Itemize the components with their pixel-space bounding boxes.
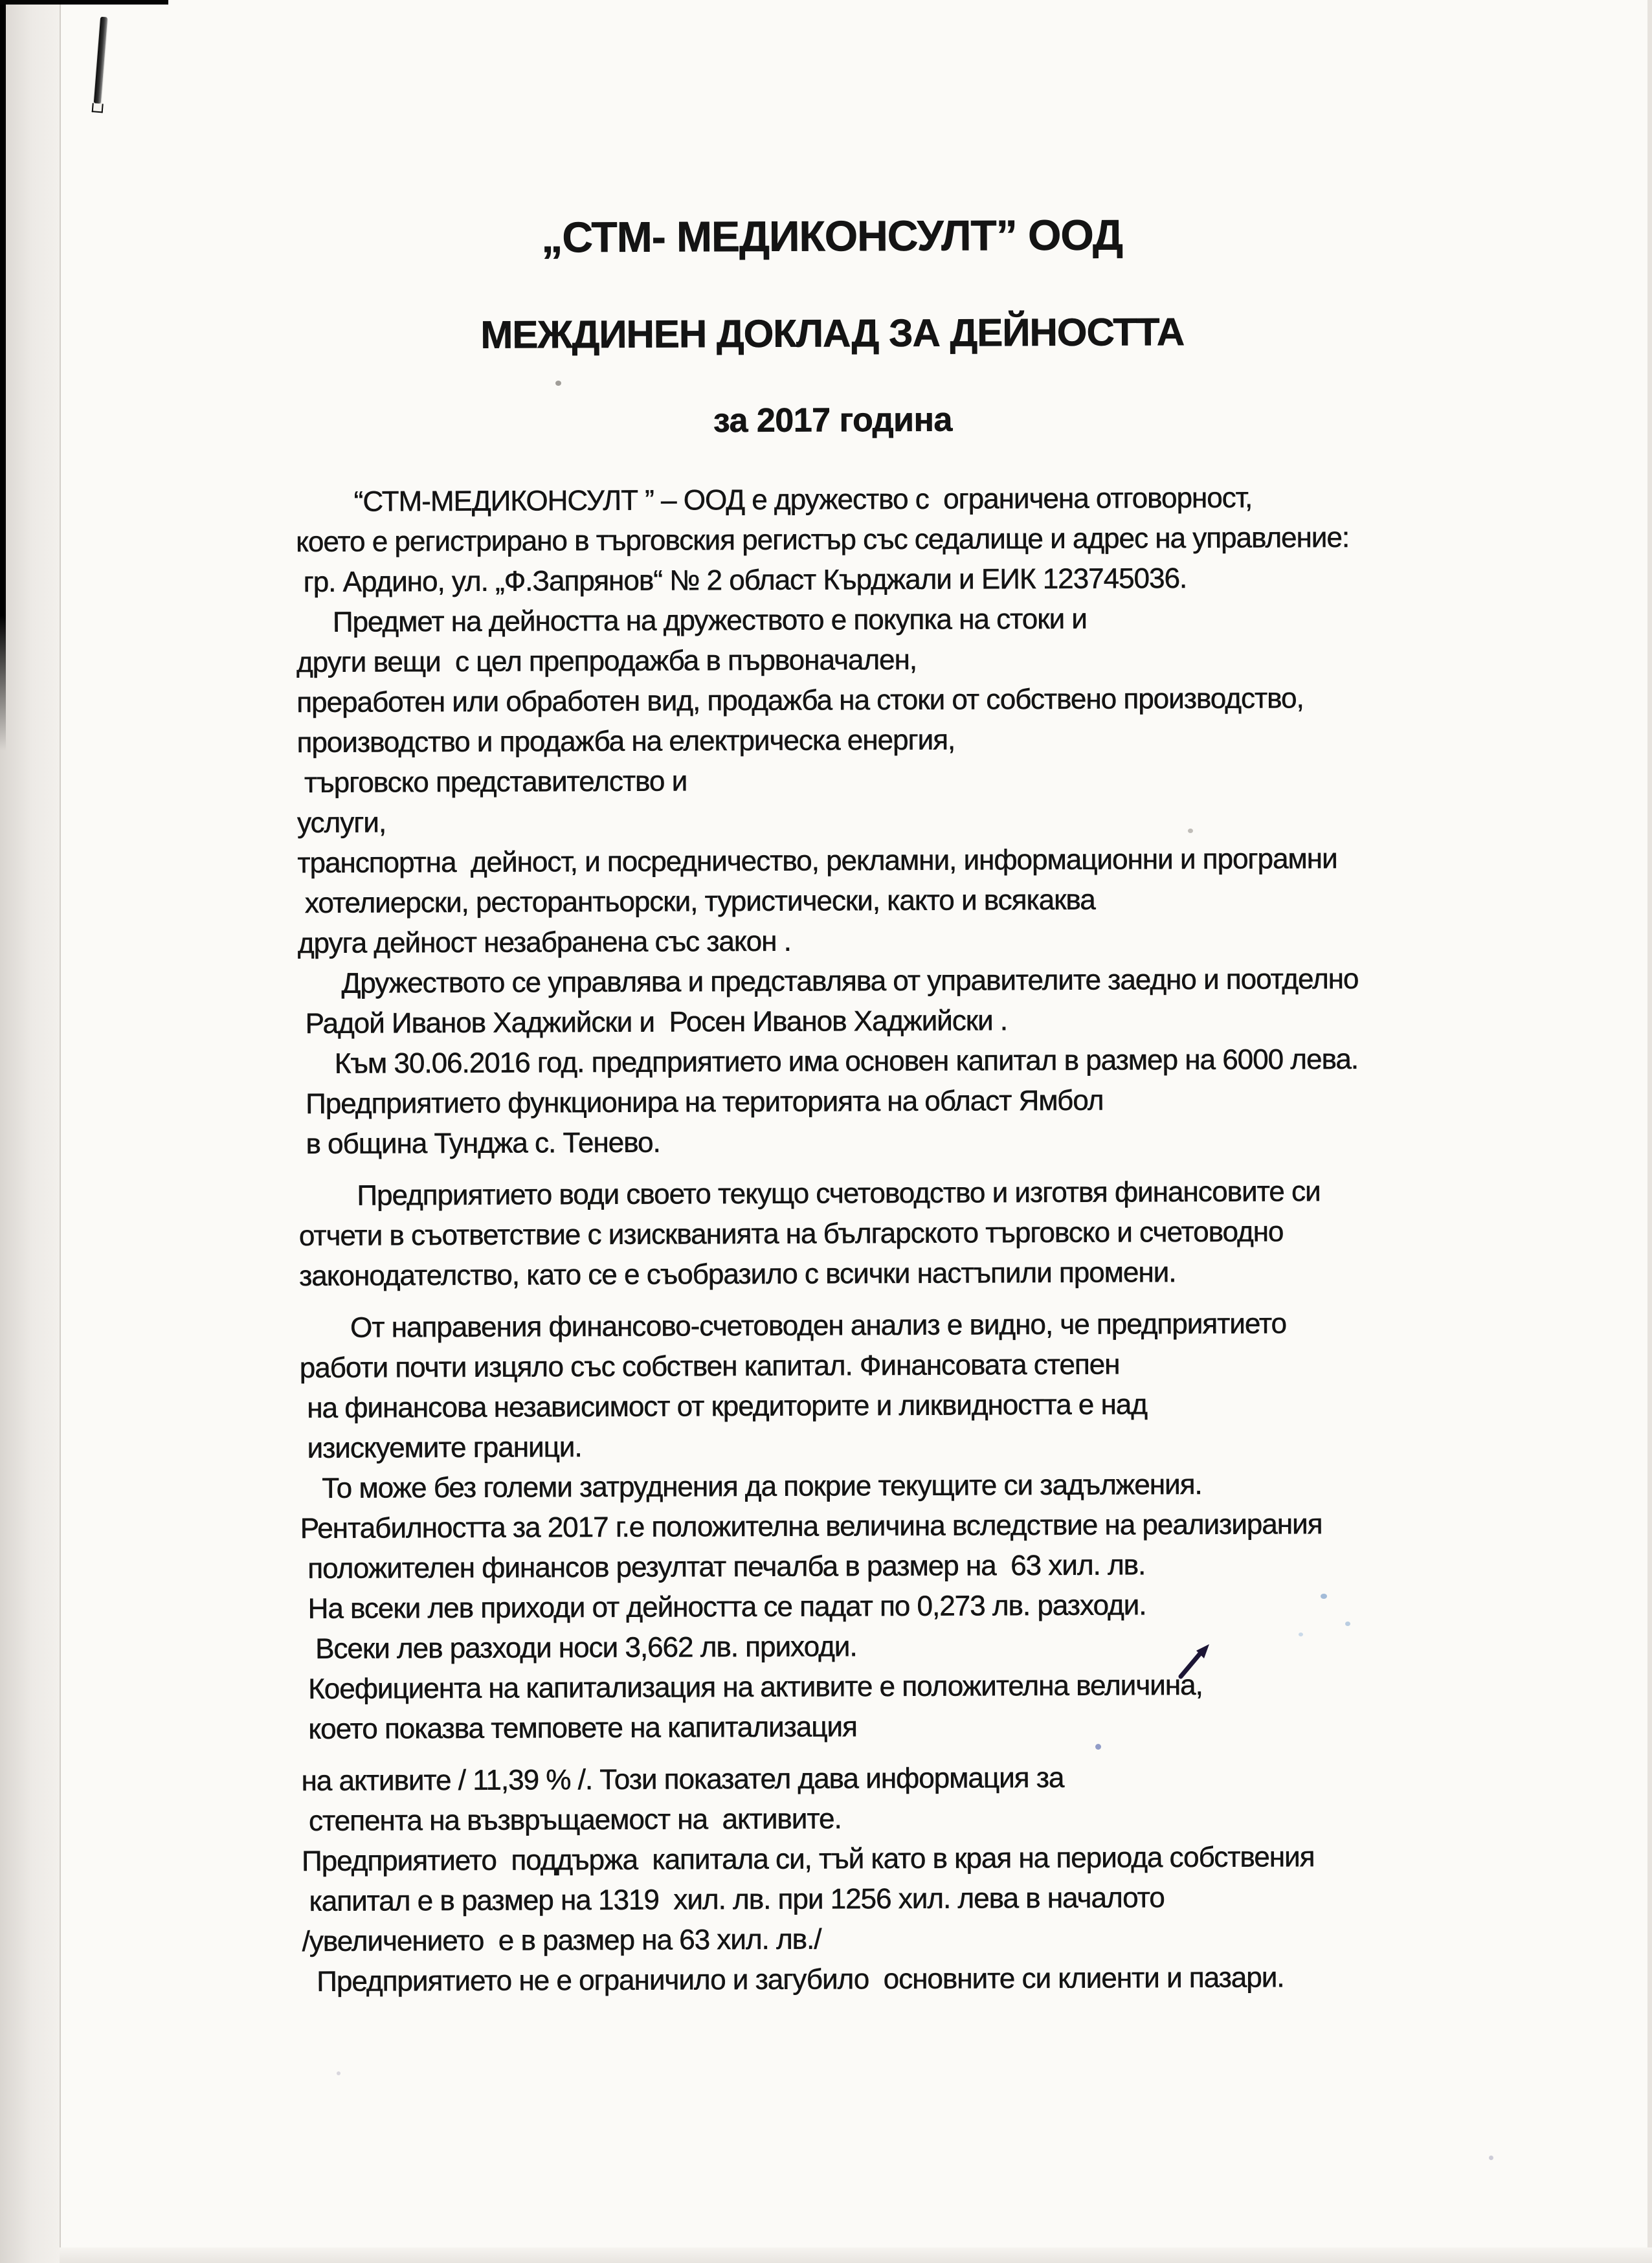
body-line: услуги, (297, 807, 386, 839)
body-line: законодателство, като се е съобразило с всички настъпили промени. (299, 1256, 1176, 1292)
body-line: други вещи с цел препродажба в първоначален, (296, 643, 917, 678)
body-line: Дружеството се управлява и представлява от управителите заедно и поотделно (298, 963, 1359, 999)
staple-mark (94, 17, 107, 104)
body-line: /увеличението е в размер на 63 хил. лв./ (302, 1923, 821, 1957)
body-line: на активите / 11,39 % /. Този показател дава информация за (301, 1761, 1064, 1797)
body-line: Всеки лев разходи носи 3,662 лв. приходи. (300, 1631, 857, 1665)
body-line: положителен финансов резултат печалба в размер на 63 хил. лв. (300, 1549, 1146, 1585)
document-content (295, 208, 1532, 2002)
body-line: Предмет на дейността на дружеството е покупка на стоки и (296, 603, 1088, 638)
document-title: „СТМ- МЕДИКОНСУЛТ” ООД (541, 210, 1123, 262)
scanner-black-edge-left (0, 0, 6, 751)
body-line: на финансова независимост от кредиторите и ликвидността е над (299, 1388, 1148, 1424)
scanner-edge-strip-right (1647, 0, 1652, 2263)
body-line: работи почти изцяло със собствен капитал. Финансовата степен (299, 1348, 1120, 1384)
body-line: отчети в съответствие с изискванията на българското търговско и счетоводно (298, 1216, 1284, 1252)
body-line: Коефициента на капитализация на активите е положителна величина, (300, 1669, 1203, 1705)
body-line: изискуемите граници. (300, 1431, 582, 1464)
body-line: транспортна дейност, и посредничество, рекламни, информационни и програмни (297, 842, 1337, 879)
scan-speck (337, 2071, 340, 2075)
body-line: друга дейност незабранена със закон . (297, 925, 792, 959)
body-line: степента на възвръщаемост на активите. (301, 1803, 842, 1837)
body-line: Предприятието функционира на територията на област Ямбол (298, 1084, 1104, 1120)
body-line: Рентабилността за 2017 г.е положителна величина вследствие на реализирания (300, 1508, 1323, 1544)
document-period: за 2017 година (713, 401, 953, 440)
body-line: Предприятието не е ограничило и загубило основните си клиенти и пазари. (302, 1961, 1284, 1998)
body-line: производство и продажба на електрическа енергия, (296, 724, 955, 759)
body-line: хотелиерски, ресторантьорски, туристически, както и всякаква (297, 884, 1095, 919)
body-line: което показва темповете на капитализация (301, 1711, 858, 1745)
body-line: Предприятието води своето текущо счетоводство и изготвя финансовите си (298, 1176, 1321, 1212)
body-line: От направения финансово-счетоводен анализ е видно, че предприятието (299, 1308, 1287, 1344)
body-line: в община Тунджа с. Тенево. (298, 1126, 660, 1160)
scan-speck (1489, 2156, 1493, 2160)
body-line: което е регистрирано в търговския регистър със седалище и адрес на управление: (296, 521, 1350, 558)
scanner-edge-strip-left (0, 0, 61, 2263)
body-line: търговско представителство и (296, 765, 687, 799)
document-subtitle: МЕЖДИНЕН ДОКЛАД ЗА ДЕЙНОСТТА (480, 310, 1185, 357)
body-line: преработен или обработен вид, продажба на стоки от собствено производство, (296, 682, 1304, 719)
body-line: “СТМ-МЕДИКОНСУЛТ ” – ООД е дружество с ограничена отговорност, (295, 482, 1253, 518)
body-line: Радой Иванов Хаджийски и Росен Иванов Хаджийски . (298, 1005, 1008, 1040)
body-line: То може без големи затруднения да покрие текущите си задължения. (300, 1468, 1202, 1504)
body-line: Предприятието поддържа капитала си, тъй като в края на периода собствения (301, 1841, 1315, 1877)
body-text (296, 477, 1532, 2002)
body-line: Към 30.06.2016 год. предприятието има основен капитал в размер на 6000 лева. (298, 1043, 1359, 1080)
body-line: На всеки лев приходи от дейността се падат по 0,273 лв. разходи. (300, 1589, 1146, 1625)
document-headings (217, 208, 1448, 442)
body-line: капитал е в размер на 1319 хил. лв. при 1256 хил. лева в началото (302, 1882, 1165, 1917)
scanner-edge-strip-bottom (60, 2247, 1652, 2263)
scanner-black-edge-top (0, 0, 168, 5)
body-line: гр. Ардино, ул. „Ф.Запрянов“ № 2 област Кърджали и ЕИК 123745036. (296, 562, 1187, 598)
